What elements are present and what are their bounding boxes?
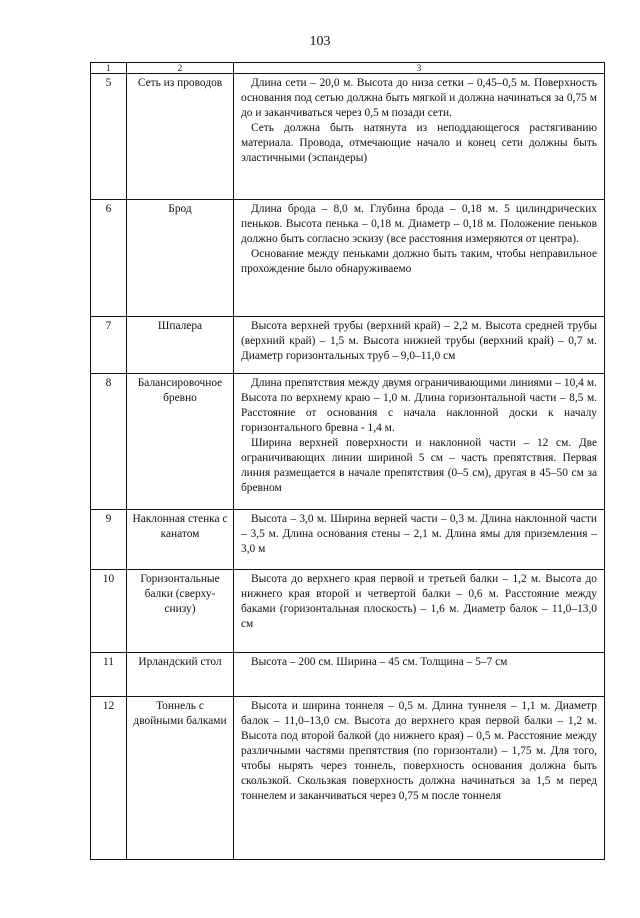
obstacle-description bbox=[234, 374, 605, 510]
description-paragraph: Высота – 3,0 м. Ширина верней части – 0,3 м. Длина наклонной части – 3,5 м. Длина основания стены – 2,1 м. Длина ямы для приземления – 3,0 м bbox=[241, 513, 597, 555]
obstacle-description bbox=[234, 510, 605, 570]
row-number: 10 bbox=[91, 570, 127, 653]
obstacle-name: Балансировочное бревно bbox=[127, 374, 234, 510]
table-row bbox=[91, 697, 605, 860]
obstacle-name: Шпалера bbox=[127, 317, 234, 374]
obstacle-description bbox=[234, 74, 605, 200]
obstacle-name: Наклонная стенка с канатом bbox=[127, 510, 234, 570]
description-paragraph: Длина брода – 8,0 м. Глубина брода – 0,18 м. 5 цилиндрических пеньков. Высота пенька – 0,18 м. Диаметр – 0,18 м. Положение пеньков должно быть согласно эскизу (все расстояния измеряются от центра). bbox=[241, 203, 597, 245]
row-number: 7 bbox=[91, 317, 127, 374]
table-row bbox=[91, 570, 605, 653]
description-paragraph: Длина сети – 20,0 м. Высота до низа сетки – 0,45–0,5 м. Поверхность основания под сетью должна быть мягкой и должна начинаться за 0,75 м до и заканчиваться через 0,5 м позади сети. bbox=[241, 77, 597, 119]
row-number: 5 bbox=[91, 74, 127, 200]
row-number: 8 bbox=[91, 374, 127, 510]
obstacle-name: Ирландский стол bbox=[127, 653, 234, 697]
description-paragraph: Высота до верхнего края первой и третьей балки – 1,2 м. Высота до нижнего края второй и четвертой балки – 0,6 м. Расстояние между баками (горизонтальная плоскость) – 1,6 м. Диаметр балок – 11,0–13,0 см bbox=[241, 573, 597, 630]
row-number: 12 bbox=[91, 697, 127, 860]
description-paragraph: Высота и ширина тоннеля – 0,5 м. Длина туннеля – 1,1 м. Диаметр балок – 11,0–13,0 см. Высота до верхнего края первой балки – 1,2 м. Высота под второй балкой (до нижнего края) – 0,5 м. Расстояние между различными частями препятствия (по горизонтали) – 1,75 м. Для того, чтобы нырять через тоннель, поверхность основания должна быть скользкой. Скользкая поверхность должна начинаться за 1,5 м перед тоннелем и заканчиваться через 0,75 м после тоннеля bbox=[241, 700, 597, 802]
column-header: 2 bbox=[127, 63, 234, 74]
table-row bbox=[91, 200, 605, 317]
description-paragraph: Основание между пеньками должно быть таким, чтобы неправильное прохождение было обнаруживаемо bbox=[241, 248, 597, 275]
description-paragraph: Ширина верхней поверхности и наклонной части – 12 см. Две ограничивающих линии шириной 5 см – часть препятствия. Первая линия размещается в начале препятствия (0–5 см), другая в 45–50 см за бревном bbox=[241, 437, 597, 494]
table-row bbox=[91, 653, 605, 697]
description-paragraph: Сеть должна быть натянута из неподдающегося растягиванию материала. Провода, отмечающие начало и конец сети должны быть эластичными (эспандеры) bbox=[241, 122, 597, 164]
obstacle-description bbox=[234, 200, 605, 317]
table-row bbox=[91, 374, 605, 510]
obstacle-description bbox=[234, 570, 605, 653]
obstacle-name: Брод bbox=[127, 200, 234, 317]
description-paragraph: Высота верхней трубы (верхний край) – 2,2 м. Высота средней трубы (верхний край) – 1,5 м. Высота нижней трубы (верхний край) – 0,7 м. Диаметр горизонтальных труб – 9,0–11,0 см bbox=[241, 320, 597, 362]
column-header: 1 bbox=[91, 63, 127, 74]
column-header: 3 bbox=[234, 63, 605, 74]
row-number: 6 bbox=[91, 200, 127, 317]
obstacle-description bbox=[234, 317, 605, 374]
description-paragraph: Высота – 200 см. Ширина – 45 см. Толщина – 5–7 см bbox=[251, 656, 508, 668]
table-row bbox=[91, 74, 605, 200]
table-row bbox=[91, 317, 605, 374]
obstacle-name: Сеть из проводов bbox=[127, 74, 234, 200]
page-number: 103 bbox=[309, 34, 331, 49]
obstacle-description bbox=[234, 697, 605, 860]
description-paragraph: Длина препятствия между двумя ограничивающими линиями – 10,4 м. Высота по верхнему краю – 1,0 м. Длина горизонтальной части – 8,5 м. Расстояние от основания с начала наклонной доски к началу горизонтального бревна - 1,4 м. bbox=[241, 377, 597, 434]
table-row bbox=[91, 510, 605, 570]
column-header-row bbox=[91, 63, 605, 74]
row-number: 9 bbox=[91, 510, 127, 570]
obstacle-name: Горизонтальные балки (сверху-снизу) bbox=[127, 570, 234, 653]
obstacle-spec-table bbox=[90, 62, 605, 860]
obstacle-name: Тоннель с двойными балками bbox=[127, 697, 234, 860]
obstacle-description bbox=[234, 653, 605, 697]
row-number: 11 bbox=[91, 653, 127, 697]
